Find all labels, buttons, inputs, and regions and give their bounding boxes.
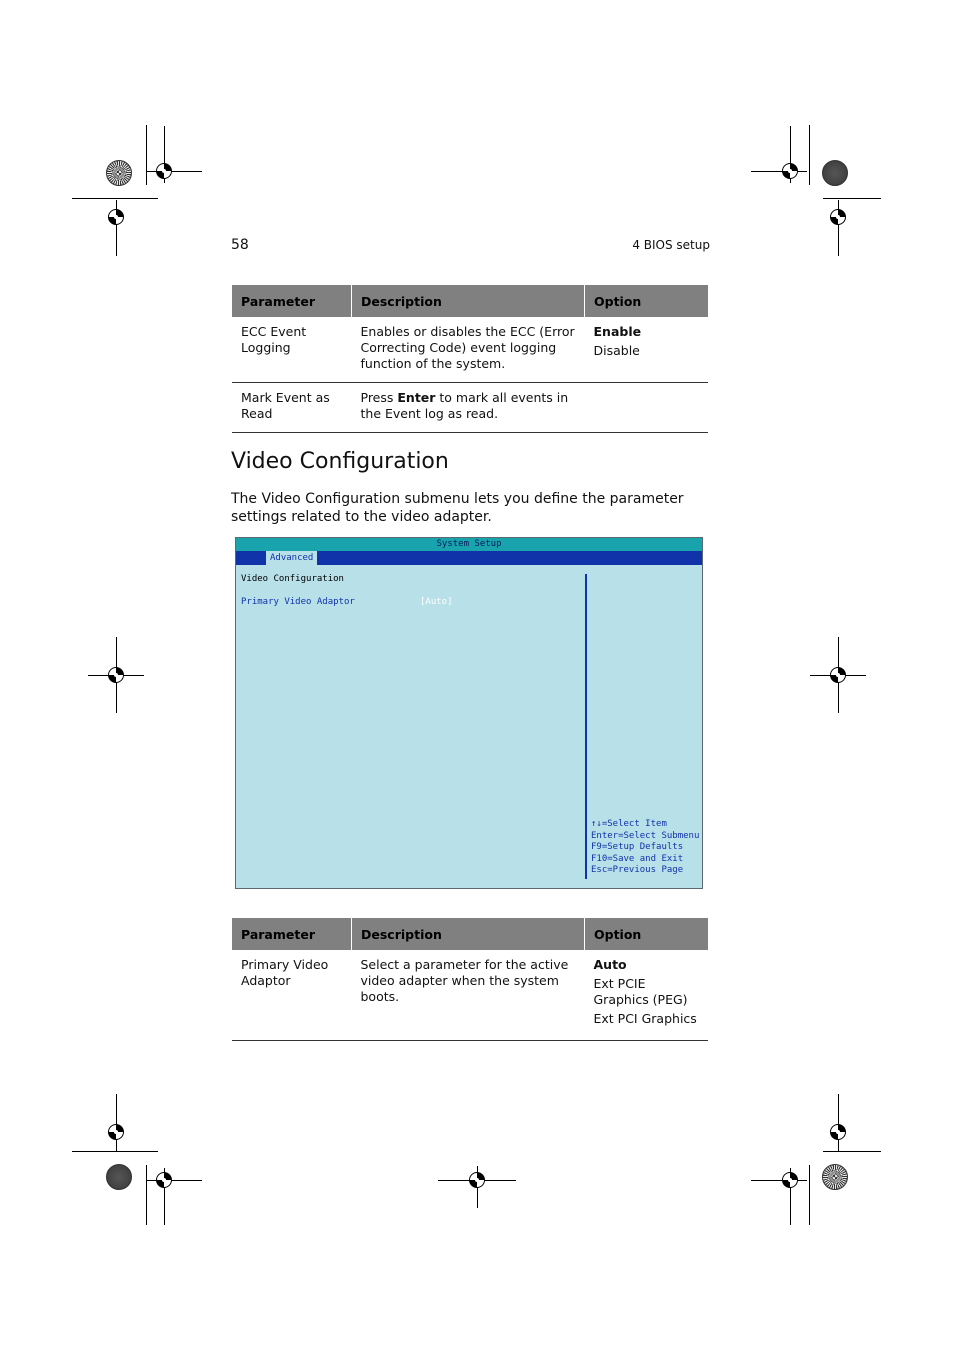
key-name: Enter bbox=[397, 390, 436, 405]
description-cell bbox=[352, 383, 585, 433]
column-header-option: Option bbox=[585, 285, 709, 317]
column-header-description: Description bbox=[352, 918, 585, 950]
column-header-option: Option bbox=[585, 918, 709, 950]
bios-item-label: Primary Video Adaptor bbox=[241, 597, 355, 607]
table-header-row bbox=[232, 285, 708, 317]
bios-help-divider bbox=[585, 574, 587, 879]
page-number: 58 bbox=[231, 237, 249, 253]
option-default: Auto bbox=[593, 957, 627, 972]
color-wheel-icon bbox=[106, 1164, 132, 1190]
parameter-table-1 bbox=[232, 285, 708, 433]
column-header-parameter: Parameter bbox=[232, 918, 352, 950]
parameter-cell: ECC Event Logging bbox=[232, 317, 352, 383]
description-text: Press bbox=[360, 390, 398, 405]
bios-help-line: F9=Setup Defaults bbox=[591, 842, 684, 853]
option-value: Disable bbox=[593, 343, 640, 358]
description-cell: Enables or disables the ECC (Error Correcting Code) event logging function of the system. bbox=[352, 317, 585, 383]
bios-help-panel bbox=[591, 819, 699, 877]
option-value: Ext PCIE Graphics (PEG) bbox=[593, 976, 688, 1007]
bios-help-line: ↑↓=Select Item bbox=[591, 819, 667, 829]
description-text: to mark all events in the Event log as read. bbox=[360, 390, 569, 421]
bios-title-bar: System Setup bbox=[236, 538, 702, 551]
column-header-parameter: Parameter bbox=[232, 285, 352, 317]
parameter-cell: Mark Event as Read bbox=[232, 383, 352, 433]
option-default: Enable bbox=[593, 324, 642, 339]
option-value: Ext PCI Graphics bbox=[593, 1011, 697, 1026]
bios-menu-bar bbox=[236, 551, 702, 565]
column-header-description: Description bbox=[352, 285, 585, 317]
table-row bbox=[232, 383, 708, 433]
bios-item-value: [Auto] bbox=[420, 597, 453, 607]
bios-help-line: F10=Save and Exit bbox=[591, 853, 684, 864]
bios-help-line: Enter=Select Submenu bbox=[591, 830, 700, 841]
color-wheel-icon bbox=[106, 160, 132, 186]
option-cell bbox=[585, 950, 709, 1041]
option-cell bbox=[585, 383, 709, 433]
table-row bbox=[232, 317, 708, 383]
section-intro: The Video Configuration submenu lets you define the parameter settings related to the video adapter. bbox=[231, 491, 684, 525]
bios-section-title: Video Configuration bbox=[241, 574, 344, 584]
section-heading: Video Configuration bbox=[231, 449, 449, 474]
table-row bbox=[232, 950, 708, 1041]
running-header: 4 BIOS setup bbox=[632, 238, 710, 252]
description-cell: Select a parameter for the active video adapter when the system boots. bbox=[352, 950, 585, 1041]
color-wheel-icon bbox=[822, 1164, 848, 1190]
parameter-cell: Primary Video Adaptor bbox=[232, 950, 352, 1041]
color-wheel-icon bbox=[822, 160, 848, 186]
table-header-row bbox=[232, 918, 708, 950]
parameter-table-2 bbox=[232, 918, 708, 1041]
bios-help-line: Esc=Previous Page bbox=[591, 865, 684, 876]
option-cell bbox=[585, 317, 709, 383]
bios-tab-advanced: Advanced bbox=[266, 551, 317, 565]
bios-screenshot bbox=[235, 537, 703, 889]
